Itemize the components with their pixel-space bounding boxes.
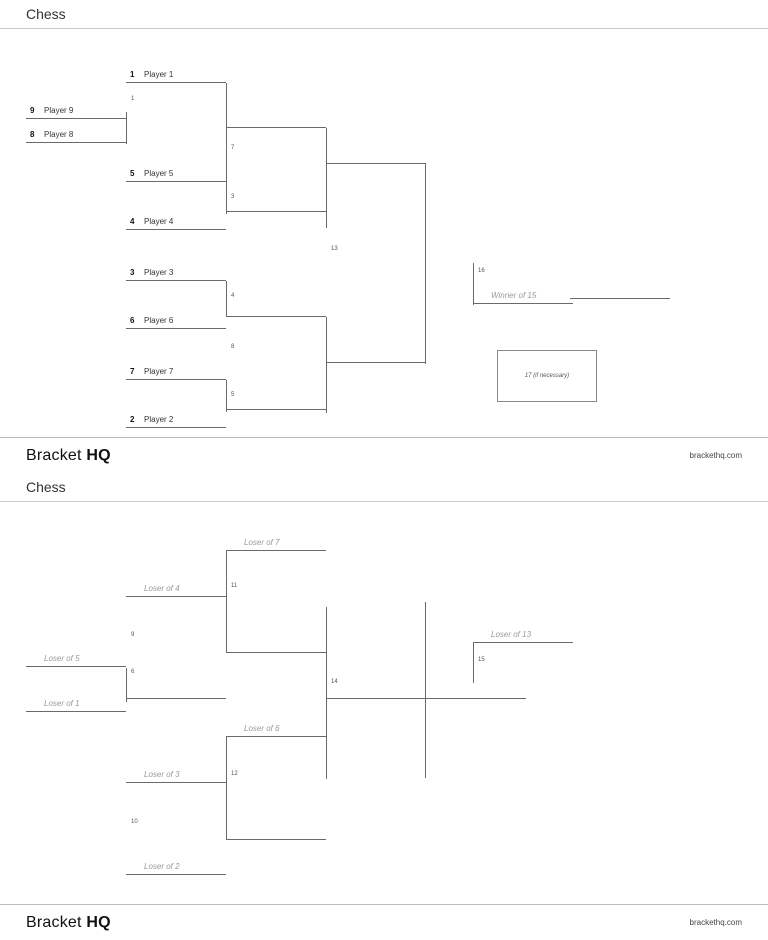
bracket-slot[interactable]: [126, 209, 226, 230]
bracket-slot[interactable]: [26, 98, 126, 119]
page-header-losers: [0, 473, 768, 502]
bracket-slot[interactable]: [426, 678, 526, 699]
slot-seed: 7: [130, 367, 135, 376]
bracket-slot[interactable]: [126, 359, 226, 380]
bracket-slot[interactable]: [226, 296, 326, 317]
brand-bold-text: HQ: [86, 913, 111, 931]
brand-logo: [26, 914, 111, 932]
bracket-slot[interactable]: [126, 678, 226, 699]
bracket-slot[interactable]: [473, 283, 573, 304]
page-header-winners: [0, 0, 768, 29]
match-number: 15: [478, 657, 485, 663]
bracket-slot[interactable]: [126, 576, 226, 597]
bracket-slot[interactable]: [226, 191, 326, 212]
slot-seed: 2: [130, 415, 135, 424]
slot-seed: 1: [130, 70, 135, 79]
bracket-slot[interactable]: [226, 716, 326, 737]
slot-name: Player 1: [144, 70, 174, 79]
page-title: Chess: [26, 6, 66, 22]
slot-seed: 9: [30, 106, 35, 115]
match-number: 14: [331, 679, 338, 685]
bracket-connector-vertical: [126, 112, 127, 144]
site-url: brackethq.com: [689, 451, 742, 460]
bracket-slot[interactable]: [226, 389, 326, 410]
bracket-slot[interactable]: [570, 278, 670, 299]
bracket-slot[interactable]: [326, 678, 426, 699]
bracket-slot[interactable]: [326, 143, 426, 164]
bracket-connector-vertical: [425, 164, 426, 364]
bracket-page-losers: [0, 473, 768, 940]
match-number: 6: [131, 669, 135, 675]
bracket-connector-vertical: [226, 737, 227, 839]
bracket-slot[interactable]: [226, 107, 326, 128]
slot-name: Loser of 7: [244, 538, 280, 547]
bracket-connector-vertical: [126, 668, 127, 702]
slot-name: Loser of 5: [44, 654, 80, 663]
brand-light-text: Bracket: [26, 446, 82, 464]
bracket-connector-vertical: [425, 602, 426, 778]
bracket-connector-vertical: [473, 643, 474, 683]
slot-seed: 8: [30, 130, 35, 139]
slot-seed: 4: [130, 217, 135, 226]
losers-bracket-canvas: [0, 502, 768, 904]
match-number: 3: [231, 194, 235, 200]
bracket-connector-vertical: [226, 281, 227, 317]
slot-name: Player 3: [144, 268, 174, 277]
bracket-slot[interactable]: [26, 646, 126, 667]
bracket-connector-vertical: [226, 551, 227, 653]
bracket-connector-vertical: [326, 317, 327, 413]
slot-name: Loser of 1: [44, 699, 80, 708]
if-necessary-label: 17 (if necessary): [524, 373, 570, 379]
bracket-connector-vertical: [326, 128, 327, 228]
bracket-slot[interactable]: [126, 260, 226, 281]
bracket-connector-vertical: [226, 380, 227, 412]
match-number: 5: [231, 392, 235, 398]
slot-name: Player 2: [144, 415, 174, 424]
bracket-slot[interactable]: [226, 819, 326, 840]
bracket-slot[interactable]: [126, 308, 226, 329]
if-necessary-match-box[interactable]: [497, 350, 597, 402]
bracket-slot[interactable]: [473, 622, 573, 643]
bracket-slot[interactable]: [26, 691, 126, 712]
bracket-connector-vertical: [326, 679, 327, 779]
bracket-slot[interactable]: [126, 161, 226, 182]
slot-name: Loser of 2: [144, 862, 180, 871]
brand-light-text: Bracket: [26, 913, 82, 931]
slot-name: Player 7: [144, 367, 174, 376]
match-number: 16: [478, 268, 485, 274]
match-number: 10: [131, 819, 138, 825]
bracket-slot[interactable]: [226, 530, 326, 551]
bracket-slot[interactable]: [226, 632, 326, 653]
slot-name: Player 6: [144, 316, 174, 325]
brand-logo: [26, 447, 111, 465]
bracket-slot[interactable]: [326, 342, 426, 363]
bracket-slot[interactable]: [126, 407, 226, 428]
slot-name: Player 8: [44, 130, 74, 139]
match-number: 9: [131, 632, 135, 638]
footer-winners: [0, 437, 768, 473]
brand-bold-text: HQ: [86, 446, 111, 464]
bracket-slot[interactable]: [126, 762, 226, 783]
match-number: 12: [231, 771, 238, 777]
slot-seed: 3: [130, 268, 135, 277]
match-number: 13: [331, 246, 338, 252]
slot-name: Player 5: [144, 169, 174, 178]
slot-seed: 5: [130, 169, 135, 178]
slot-name: Player 4: [144, 217, 174, 226]
site-url: brackethq.com: [689, 918, 742, 927]
slot-name: Loser of 3: [144, 770, 180, 779]
bracket-connector-vertical: [473, 263, 474, 305]
slot-name: Loser of 6: [244, 724, 280, 733]
winners-bracket-canvas: [0, 29, 768, 437]
bracket-connector-vertical: [226, 83, 227, 183]
match-number: 11: [231, 583, 238, 589]
slot-name: Loser of 13: [491, 630, 532, 639]
match-number: 1: [131, 96, 135, 102]
slot-seed: 6: [130, 316, 135, 325]
match-number: 7: [231, 145, 235, 151]
slot-name: Player 9: [44, 106, 74, 115]
match-number: 4: [231, 293, 235, 299]
bracket-slot[interactable]: [126, 854, 226, 875]
slot-name: Winner of 15: [491, 291, 537, 300]
page-title: Chess: [26, 479, 66, 495]
bracket-slot[interactable]: [126, 62, 226, 83]
match-number: 8: [231, 344, 235, 350]
footer-losers: [0, 904, 768, 940]
bracket-slot[interactable]: [26, 122, 126, 143]
slot-name: Loser of 4: [144, 584, 180, 593]
bracket-connector-vertical: [226, 182, 227, 214]
